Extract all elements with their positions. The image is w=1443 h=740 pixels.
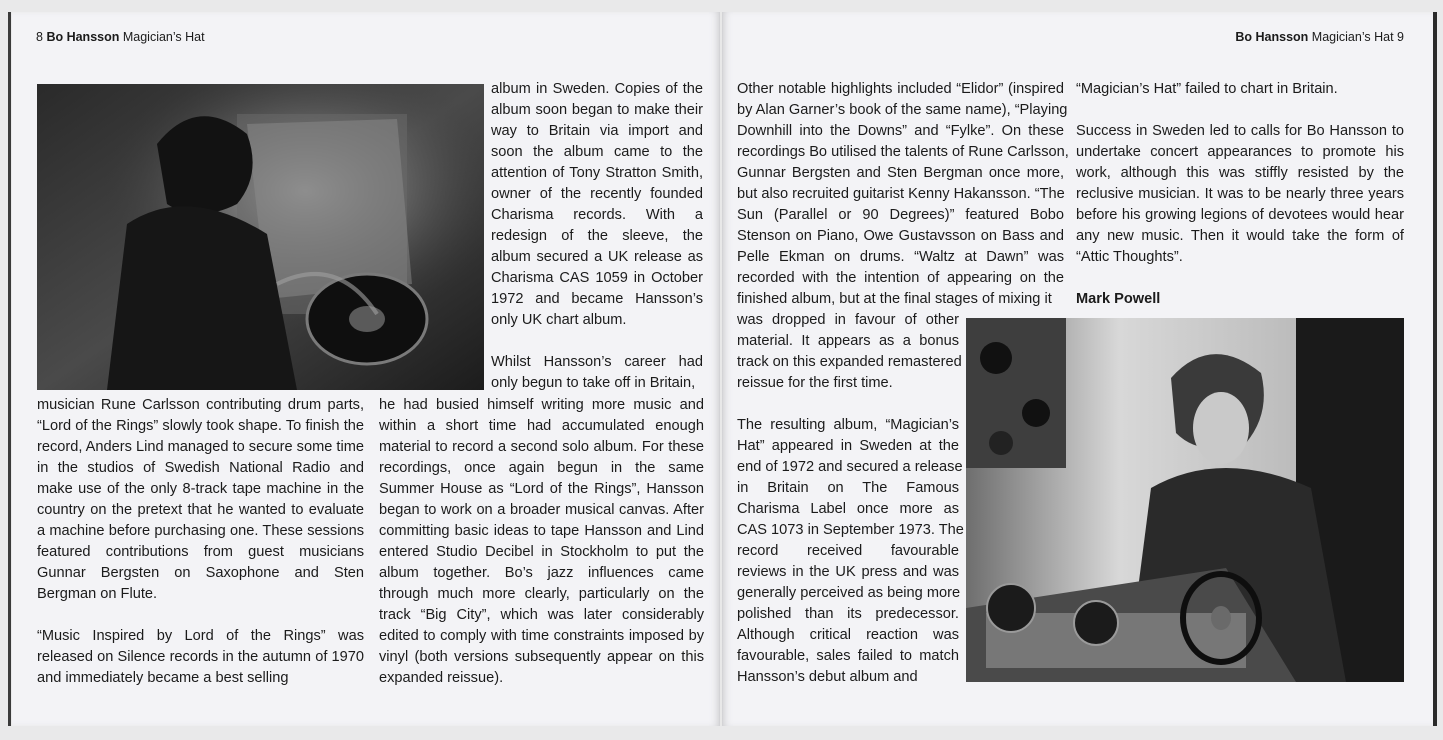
page-number: 9: [1397, 30, 1404, 44]
text-line: only begun to take off in Britain,: [491, 375, 696, 391]
right-page-header: [1235, 30, 1404, 44]
text-line: Hat” appeared in Sweden at the: [737, 438, 959, 454]
text-line: Charisma CAS 1059 in October: [491, 270, 703, 286]
text-line: Sun (Parallel or 90 Degrees)” featured Bobo: [737, 207, 1064, 223]
paragraph: [737, 415, 964, 688]
author-signature: Mark Powell: [1076, 291, 1161, 307]
text-line: reissue for the first time.: [737, 375, 893, 391]
text-line: track on this expanded remastered: [737, 354, 962, 370]
page-edge-left: [8, 12, 11, 726]
wrap-paragraph: [491, 79, 703, 331]
paragraph: he had busied himself writing more music and within a short time had accumulated enough material to record a second solo album. For these recordings, once again begun in the same Summer House as “Lord of the Rings”, Hansson began to work on a broader musical canvas. After committing basic ideas to tape Hansson and Lind entered Studio Decibel in Stockholm to put the album together. Bo’s jazz influences came through much more clearly, particularly on the track “Big City”, which was later considerably edited to comply with time constraints imposed by vinyl (both versions subsequently appear on this expanded reissue).: [379, 397, 704, 686]
text-line: recordings Bo utilised the talents of Rune Carlsson,: [737, 144, 1069, 160]
text-line: redesign of the sleeve, the: [491, 228, 703, 244]
text-line: but also recruited guitarist Kenny Hakansson. “The: [737, 186, 1065, 202]
text-line: only UK chart album.: [491, 312, 627, 328]
text-line: album soon began to make their: [491, 102, 703, 118]
text-line: Charisma Label once more as: [737, 501, 959, 517]
paragraph: [737, 310, 962, 394]
text-line: Pelle Ekman on drums. “Waltz at Dawn” was: [737, 249, 1064, 265]
left-column-1: [37, 395, 364, 689]
text-line: Although critical reaction was: [737, 627, 959, 643]
header-title: Magician’s Hat: [1311, 30, 1394, 44]
text-line: CAS 1073 in September 1973. The: [737, 522, 964, 538]
text-line: favourable, sales failed to match: [737, 648, 959, 664]
paragraph: “Magician’s Hat” failed to chart in Britain.: [1076, 81, 1338, 97]
text-line: album secured a UK release as: [491, 249, 703, 265]
text-line: Gunnar Bergsten and Sten Bergman once more,: [737, 165, 1064, 181]
right-column-1-narrow: [737, 310, 964, 688]
text-line: recorded with the intention of appearing on the: [737, 270, 1064, 286]
photo-musician-with-tape: [37, 84, 484, 390]
page-number: 8: [36, 30, 43, 44]
header-author: Bo Hansson: [1235, 30, 1309, 44]
paragraph: [737, 79, 1069, 310]
paragraph: Success in Sweden led to calls for Bo Hansson to undertake concert appearances to promote his work, although this was stiffly resisted by the reclusive musician. It was to be nearly three years before his growing legions of devotees would hear any new music. Then it would take the form of “Attic Thoughts”.: [1076, 123, 1404, 265]
text-line: in Britain on The Famous: [737, 480, 959, 496]
text-line: Whilst Hansson’s career had: [491, 354, 703, 370]
left-wrap-column: [491, 79, 703, 394]
text-line: soon the album came to the: [491, 144, 703, 160]
page-edge-right: [1433, 12, 1437, 726]
header-title: Magician’s Hat: [122, 30, 205, 44]
paragraph: “Music Inspired by Lord of the Rings” was released on Silence records in the autumn of 1970 and immediately became a best selling: [37, 628, 364, 686]
photo-bo-hansson-at-tape-machine: [966, 318, 1404, 682]
wrap-paragraph-2: [491, 352, 703, 394]
text-line: Stenson on Piano, Owe Gustavsson on Bass and: [737, 228, 1064, 244]
text-line: 1972 and became Hansson’s: [491, 291, 703, 307]
text-line: end of 1972 and secured a release: [737, 459, 963, 475]
text-line: record received favourable: [737, 543, 959, 559]
paragraph: musician Rune Carlsson contributing drum parts, “Lord of the Rings” slowly took shape. To finish the record, Anders Lind managed to secure some time in the studios of Swedish National Radio and make use of the only 8-track tape machine in the country on the pretext that he wanted to evaluate a machine before purchasing one. These sessions featured contributions from guest musicians Gunnar Bergsten on Saxophone and Sten Bergman on Flute.: [37, 397, 364, 602]
left-column-2: [379, 395, 704, 689]
text-line: material. It appears as a bonus: [737, 333, 959, 349]
text-line: album in Sweden. Copies of the: [491, 81, 703, 97]
header-author: Bo Hansson: [46, 30, 120, 44]
text-line: was dropped in favour of other: [737, 312, 959, 328]
text-line: The resulting album, “Magician’s: [737, 417, 959, 433]
text-line: reviews in the UK press and was: [737, 564, 959, 580]
text-line: generally perceived as being more: [737, 585, 961, 601]
text-line: finished album, but at the final stages of mixing it: [737, 291, 1052, 307]
text-line: Downhill into the Downs” and “Fylke”. On these: [737, 123, 1064, 139]
right-column-2: [1076, 79, 1404, 310]
text-line: attention of Tony Stratton Smith,: [491, 165, 703, 181]
book-spine: [719, 12, 723, 726]
text-line: polished than its predecessor.: [737, 606, 959, 622]
text-line: owner of the recently founded: [491, 186, 703, 202]
text-line: Charisma records. With a: [491, 207, 703, 223]
text-line: Other notable highlights included “Elidor” (inspired: [737, 81, 1064, 97]
left-page-header: [36, 30, 205, 44]
text-line: by Alan Garner’s book of the same name), “Playing: [737, 102, 1068, 118]
text-line: Hansson’s debut album and: [737, 669, 918, 685]
text-line: way to Britain via import and: [491, 123, 703, 139]
right-column-1-top: [737, 79, 1069, 310]
